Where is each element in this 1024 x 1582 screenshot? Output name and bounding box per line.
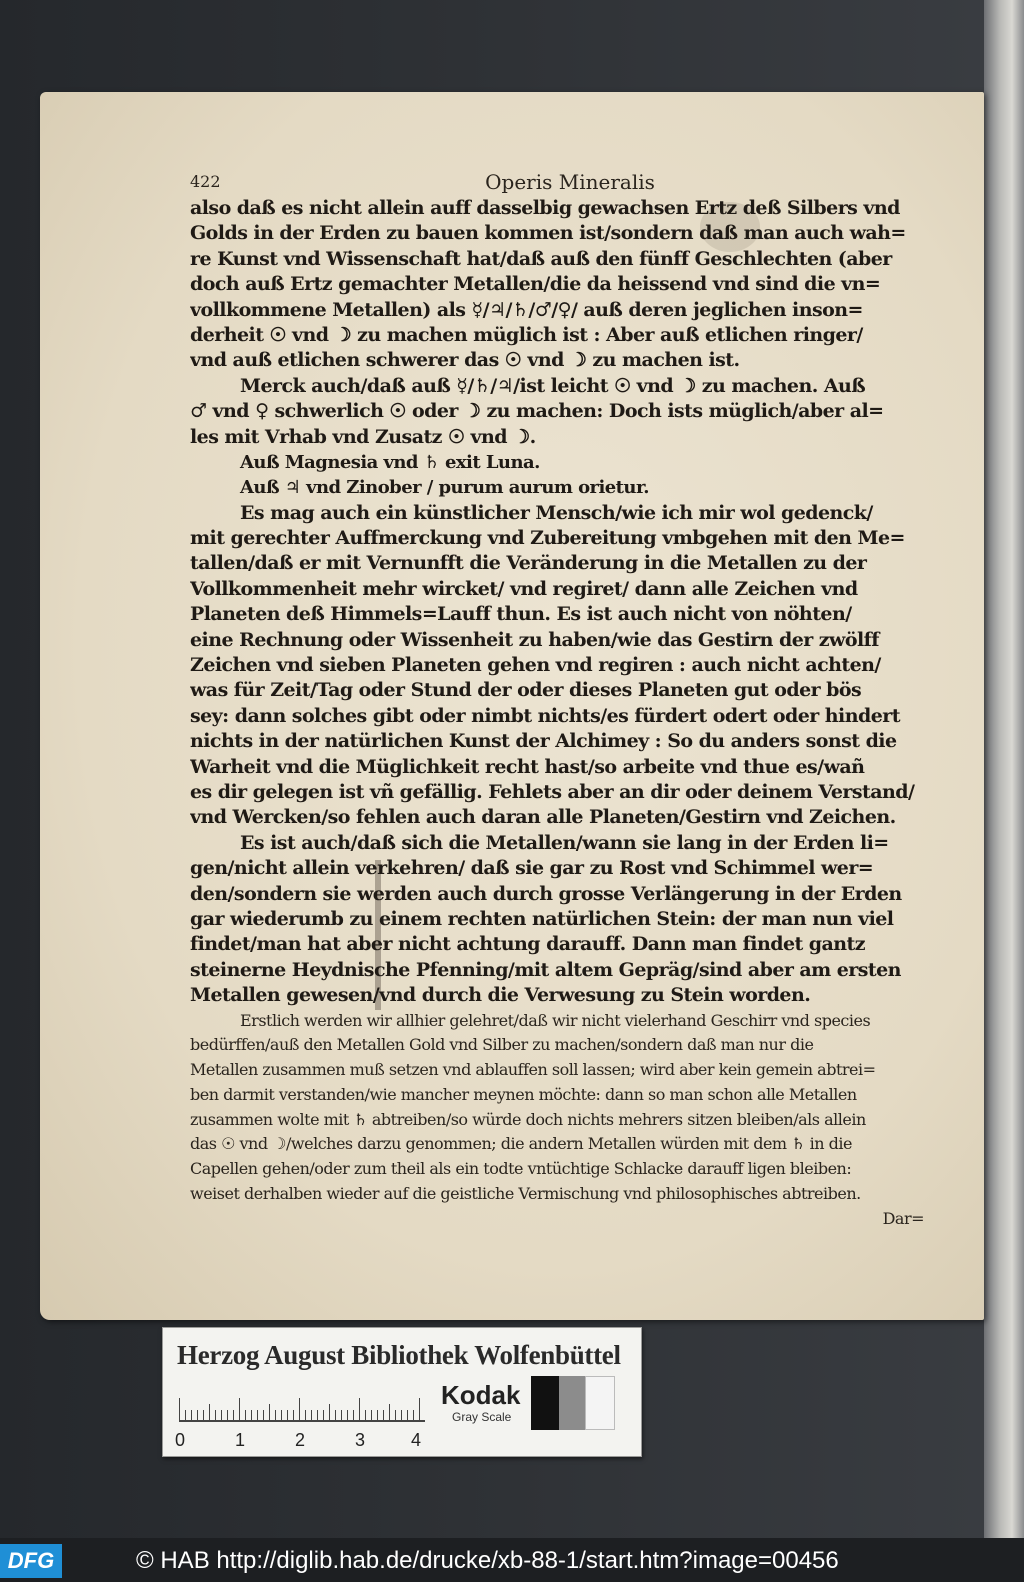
ruler-tick — [191, 1410, 192, 1420]
ruler-tick — [401, 1410, 402, 1420]
text-line: ♂ vnd ♀ schwerlich ☉ oder ☽ zu machen: Doch ists müglich/aber al= — [190, 400, 884, 423]
ruler-tick — [275, 1410, 276, 1420]
text-line: vnd Wercken/so fehlen auch daran alle Planeten/Gestirn vnd Zeichen. — [190, 806, 896, 829]
running-title: Operis Mineralis — [485, 170, 655, 194]
ruler-tick — [281, 1410, 282, 1420]
gray-scale-label: Gray Scale — [452, 1410, 512, 1424]
ruler-tick — [311, 1410, 312, 1420]
ruler-tick — [227, 1410, 228, 1420]
commentary-line: zusammen wolte mit ♄ abtreiben/so würde doch nichts mehrers sitzen bleiben/als allein — [190, 1109, 866, 1129]
copyright-text[interactable]: © HAB http://diglib.hab.de/drucke/xb-88-1/start.htm?image=00456 — [136, 1547, 839, 1574]
text-line: sey: dann solches gibt oder nimbt nichts/es fürdert odert oder hindert — [190, 704, 900, 727]
book-edge — [984, 0, 1024, 1538]
ruler-tick — [341, 1410, 342, 1420]
text-line: les mit Vrhab vnd Zusatz ☉ vnd ☽. — [190, 425, 536, 448]
ruler-tick — [215, 1410, 216, 1420]
kodak-logo: Kodak — [441, 1380, 521, 1410]
text-line: eine Rechnung oder Wissenheit zu haben/wie das Gestirn der zwölff — [190, 628, 879, 651]
ruler-tick — [419, 1398, 420, 1420]
text-line: nichts in der natürlichen Kunst der Alchimey : So du anders sonst die — [190, 730, 897, 753]
ruler-tick — [365, 1410, 366, 1420]
running-head — [190, 172, 930, 198]
color-target-card — [162, 1327, 642, 1457]
footer-bar — [0, 1538, 1024, 1582]
ruler-tick — [359, 1398, 360, 1420]
text-line: findet/man hat aber nicht achtung darauff. Dann man findet gantz — [190, 933, 866, 956]
ruler-tick — [179, 1398, 180, 1420]
commentary-line: weiset derhalben wieder auf die geistliche Vermischung vnd philosophisches abtreiben. — [190, 1184, 861, 1204]
text-line: Warheit vnd die Müglichkeit recht hast/so arbeite vnd thue es/wañ — [190, 755, 865, 778]
ruler-tick — [371, 1410, 372, 1420]
text-line: Golds in der Erden zu bauen kommen ist/sondern daß man auch wah= — [190, 222, 906, 245]
ruler-tick — [329, 1404, 330, 1420]
ruler-tick — [377, 1410, 378, 1420]
ruler-tick — [263, 1410, 264, 1420]
text-line: vnd auß etlichen schwerer das ☉ vnd ☽ zu machen ist. — [190, 349, 740, 372]
ruler-tick — [305, 1410, 306, 1420]
text-line: also daß es nicht allein auff dasselbig gewachsen Ertz deß Silbers vnd — [190, 197, 900, 219]
recipe-line: Auß ♃ vnd Zinober / purum aurum orietur. — [240, 477, 649, 499]
ruler-tick — [317, 1410, 318, 1420]
commentary-line: das ☉ vnd ☽/welches darzu genommen; die andern Metallen würden mit dem ♄ in die — [190, 1134, 852, 1154]
ruler-tick — [209, 1404, 210, 1420]
dfg-logo: DFG — [0, 1544, 62, 1578]
text-line: den/sondern sie werden auch durch grosse Verlängerung in der Erden — [190, 882, 902, 905]
ruler-tick — [257, 1410, 258, 1420]
commentary-line: ben darmit verstanden/wie mancher meynen möchte: dann so man schon alle Metallen — [190, 1084, 857, 1104]
ruler-number: 1 — [235, 1430, 246, 1450]
gray-swatch-black — [531, 1376, 559, 1430]
text-line: Es ist auch/daß sich die Metallen/wann sie lang in der Erden li= — [240, 831, 889, 854]
ruler-tick — [221, 1410, 222, 1420]
catchword: Dar= — [882, 1208, 924, 1228]
commentary-line: Erstlich werden wir allhier gelehret/daß wir nicht vielerhand Geschirr vnd species — [240, 1010, 871, 1030]
recipe-line: Auß Magnesia vnd ♄ exit Luna. — [240, 451, 540, 473]
text-line: gar wiederumb zu einem rechten natürlichen Stein: der man nun viel — [190, 907, 894, 930]
ruler-tick — [185, 1410, 186, 1420]
ruler-tick — [335, 1410, 336, 1420]
commentary-line: Metallen zusammen muß setzen vnd ablauffen soll lassen; wird aber kein gemein abtrei= — [190, 1060, 876, 1080]
ruler-tick — [353, 1410, 354, 1420]
ruler-tick — [413, 1410, 414, 1420]
ruler-tick — [347, 1410, 348, 1420]
text-line: Zeichen vnd sieben Planeten gehen vnd regiren : auch nicht achten/ — [190, 654, 881, 677]
ruler-tick — [323, 1410, 324, 1420]
text-line: gen/nicht allein verkehren/ daß sie gar zu Rost vnd Schimmel wer= — [190, 857, 874, 880]
ruler-number: 3 — [355, 1430, 366, 1450]
page-text — [190, 196, 930, 1232]
ruler-tick — [233, 1410, 234, 1420]
ruler-number: 0 — [175, 1430, 186, 1450]
text-line: doch auß Ertz gemachter Metallen/die da heissend vnd sind die vn= — [190, 273, 881, 296]
ruler-tick — [251, 1410, 252, 1420]
ruler-tick — [239, 1398, 240, 1420]
text-line: derheit ☉ vnd ☽ zu machen müglich ist : Aber auß etlichen ringer/ — [190, 323, 863, 346]
ruler-tick — [383, 1410, 384, 1420]
ruler-tick — [293, 1410, 294, 1420]
text-line: tallen/daß er mit Vernunfft die Veränderung in die Metallen zu der — [190, 552, 867, 575]
ruler-tick — [203, 1410, 204, 1420]
text-line: es dir gelegen ist vñ gefällig. Fehlets aber an dir oder deinem Verstand/ — [190, 780, 915, 803]
text-line: Metallen gewesen/vnd durch die Verwesung zu Stein worden. — [190, 984, 811, 1007]
text-line: re Kunst vnd Wissenschaft hat/daß auß den fünff Geschlechten (aber — [190, 247, 892, 270]
text-line: Merck auch/daß auß ☿/♄/♃/ist leicht ☉ vnd ☽ zu machen. Auß — [240, 374, 866, 397]
text-line: steinerne Heydnische Pfenning/mit altem Gepräg/sind aber am ersten — [190, 958, 901, 981]
library-name: Herzog August Bibliothek Wolfenbüttel — [177, 1340, 621, 1370]
ruler-tick — [389, 1404, 390, 1420]
ruler-tick — [407, 1410, 408, 1420]
ruler-line — [179, 1420, 425, 1422]
page-number: 422 — [190, 172, 221, 191]
ruler-tick — [395, 1410, 396, 1420]
text-line: Vollkommenheit mehr wircket/ vnd regiret/ dann alle Zeichen vnd — [190, 577, 858, 600]
text-line: Planeten deß Himmels=Lauff thun. Es ist auch nicht von nöhten/ — [190, 603, 852, 626]
ruler-tick — [269, 1404, 270, 1420]
gray-swatch-white — [585, 1376, 615, 1430]
text-line: Es mag auch ein künstlicher Mensch/wie ich mir wol gedenck/ — [240, 501, 873, 524]
commentary-line: Capellen gehen/oder zum theil als ein todte vntüchtige Schlacke darauff ligen bleiben: — [190, 1159, 852, 1179]
ruler-tick — [245, 1410, 246, 1420]
ruler-number: 4 — [411, 1430, 422, 1450]
commentary-line: bedürffen/auß den Metallen Gold vnd Silber zu machen/sondern daß man nur die — [190, 1035, 814, 1055]
ruler-tick — [299, 1398, 300, 1420]
ruler-number: 2 — [295, 1430, 306, 1450]
ruler-tick — [287, 1410, 288, 1420]
text-line: was für Zeit/Tag oder Stund der oder dieses Planeten gut oder bös — [190, 679, 862, 702]
ruler-tick — [197, 1410, 198, 1420]
text-line: mit gerechter Auffmerckung vnd Zubereitung vmbgehen mit den Me= — [190, 527, 905, 550]
text-line: vollkommene Metallen) als ☿/♃/♄/♂/♀/ auß deren jeglichen inson= — [190, 298, 863, 321]
gray-swatch-mid — [559, 1376, 585, 1430]
